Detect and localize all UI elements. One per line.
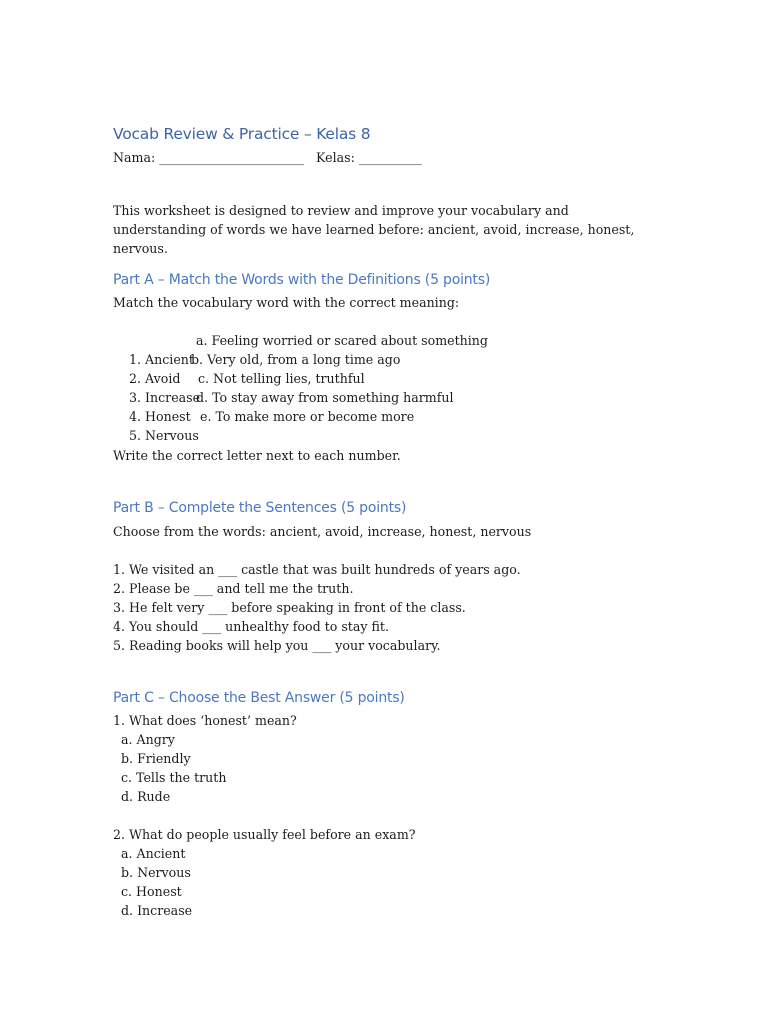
answer-option: b. Friendly: [121, 751, 191, 766]
part-b-heading: Part B – Complete the Sentences (5 points): [113, 500, 407, 516]
match-definition: d. To stay away from something harmful: [196, 390, 454, 405]
sentence-item: 1. We visited an ___ castle that was built hundreds of years ago.: [113, 562, 521, 577]
intro-paragraph: This worksheet is designed to review and improve your vocabulary and understanding of words we have learned before: ancient, avoid, increase, honest, nervous.: [113, 203, 635, 256]
sentence-item: 2. Please be ___ and tell me the truth.: [113, 581, 354, 596]
question-text: 1. What does ‘honest’ mean?: [113, 713, 297, 728]
answer-option: a. Angry: [121, 732, 175, 747]
worksheet-page: [113, 0, 653, 1024]
match-word: 3. Increase: [129, 390, 201, 405]
part-a-heading: Part A – Match the Words with the Definitions (5 points): [113, 272, 491, 288]
answer-option: d. Increase: [121, 903, 193, 918]
question-text: 2. What do people usually feel before an exam?: [113, 827, 416, 842]
answer-option: c. Honest: [121, 884, 182, 899]
part-a-footer: Write the correct letter next to each number.: [113, 448, 401, 463]
answer-option: a. Ancient: [121, 846, 186, 861]
answer-option: d. Rude: [121, 789, 171, 804]
match-definition: e. To make more or become more: [200, 409, 415, 424]
sentence-item: 5. Reading books will help you ___ your vocabulary.: [113, 638, 441, 653]
match-definition: c. Not telling lies, truthful: [198, 371, 365, 386]
page-title: Vocab Review & Practice – Kelas 8: [113, 125, 371, 143]
name-class-line: Nama: _______________________ Kelas: __________: [113, 150, 422, 165]
match-word: 1. Ancient: [129, 352, 194, 367]
match-definition: a. Feeling worried or scared about something: [196, 333, 488, 348]
sentence-item: 3. He felt very ___ before speaking in front of the class.: [113, 600, 466, 615]
sentence-item: 4. You should ___ unhealthy food to stay fit.: [113, 619, 389, 634]
match-word: 4. Honest: [129, 409, 191, 424]
answer-option: b. Nervous: [121, 865, 191, 880]
part-b-instruction: Choose from the words: ancient, avoid, increase, honest, nervous: [113, 524, 532, 539]
match-word: 5. Nervous: [129, 428, 199, 443]
match-word: 2. Avoid: [129, 371, 181, 386]
match-definition: b. Very old, from a long time ago: [191, 352, 401, 367]
part-c-heading: Part C – Choose the Best Answer (5 points): [113, 690, 405, 706]
part-a-instruction: Match the vocabulary word with the correct meaning:: [113, 295, 460, 310]
answer-option: c. Tells the truth: [121, 770, 227, 785]
